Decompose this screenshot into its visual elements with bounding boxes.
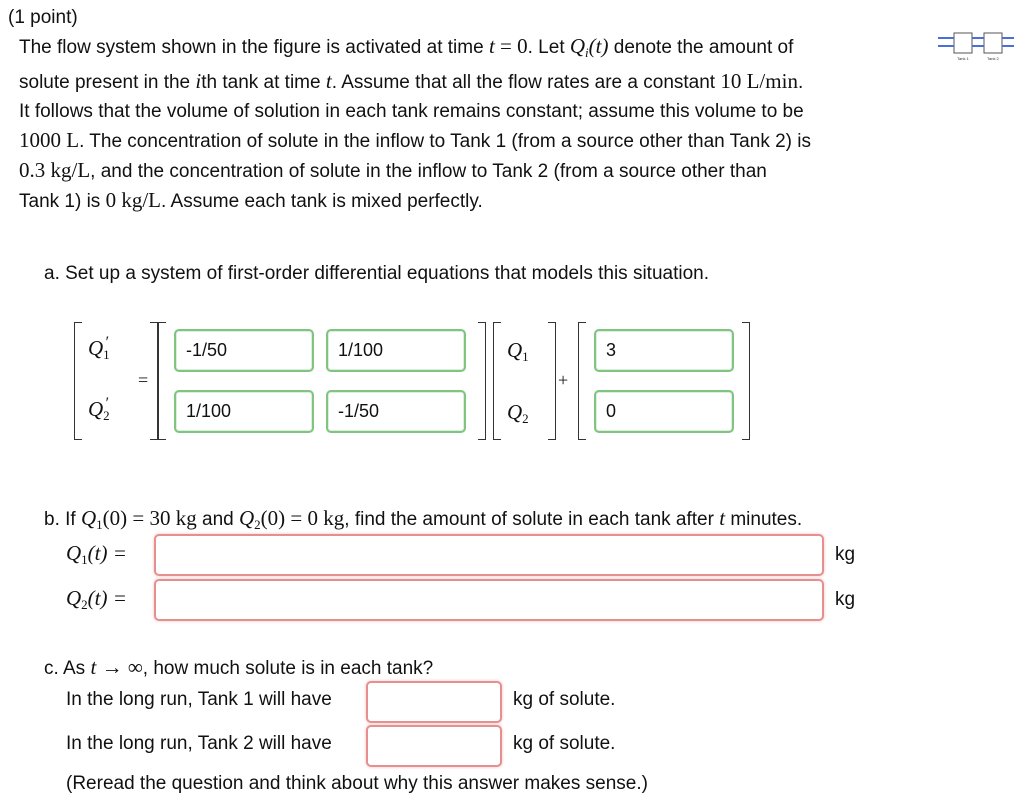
forcing-f2-input[interactable]: 0 xyxy=(594,390,734,433)
tank2-longrun-label: In the long run, Tank 2 will have xyxy=(66,733,332,754)
q1-unit: kg xyxy=(835,544,856,565)
tank-2-shape xyxy=(984,33,1002,53)
problem-line-5: 0.3 kg/L, and the concentration of solute in the inflow to Tank 2 (from a source other than xyxy=(19,158,767,182)
tank-2-label: Tank 2 xyxy=(987,56,999,61)
q-vector-bracket-left xyxy=(493,322,501,440)
flow-system-figure[interactable] xyxy=(936,30,1016,62)
vec-q2: $Q_2$ xyxy=(507,400,529,426)
q2-unit: kg xyxy=(835,589,856,610)
forcing-bracket-right xyxy=(742,322,750,440)
matrix-a12-input[interactable]: 1/100 xyxy=(326,329,466,372)
part-a-prompt: a. Set up a system of first-order differential equations that models this situation. xyxy=(44,263,709,284)
q2-t-label: $Q_2(t)$ = xyxy=(66,586,127,612)
q-vector-bracket-right xyxy=(548,322,556,440)
lhs-bracket-right xyxy=(150,322,158,440)
problem-line-3: It follows that the volume of solution in each tank remains constant; assume this volume to be xyxy=(19,101,804,122)
matrix-bracket-left xyxy=(158,322,166,440)
part-c-prompt: c. As t → ∞, how much solute is in each tank? xyxy=(44,655,434,679)
tank1-longrun-label: In the long run, Tank 1 will have xyxy=(66,689,332,710)
matrix-a21-input[interactable]: 1/100 xyxy=(174,390,314,433)
matrix-a11-input[interactable]: -1/50 xyxy=(174,329,314,372)
problem-line-2: solute present in the ith tank at time t. Assume that all the flow rates are a constant 10 L/min. xyxy=(19,69,804,93)
equals-sign: = xyxy=(138,370,149,390)
tank-1-label: Tank 1 xyxy=(957,56,969,61)
points-label: (1 point) xyxy=(8,7,78,28)
q2-t-input[interactable] xyxy=(154,579,824,621)
tank1-longrun-unit: kg of solute. xyxy=(513,689,616,710)
tank2-longrun-input[interactable] xyxy=(366,725,502,767)
forcing-bracket-left xyxy=(578,322,586,440)
tank-1-shape xyxy=(954,33,972,53)
problem-statement xyxy=(19,32,899,216)
matrix-a22-input[interactable]: -1/50 xyxy=(326,390,466,433)
vec-q1: $Q_1$ xyxy=(507,338,529,364)
lhs-q2-prime: $Q_2'$ xyxy=(88,395,110,423)
lhs-bracket-left xyxy=(74,322,82,440)
part-b-prompt: b. If $Q_1(0) = 30$ kg and $Q_2(0) = 0$ kg, find the amount of solute in each tank after t minutes. xyxy=(44,506,803,532)
q1-t-input[interactable] xyxy=(154,534,824,576)
tank2-longrun-unit: kg of solute. xyxy=(513,733,616,754)
matrix-bracket-right xyxy=(478,322,486,440)
problem-line-1: The flow system shown in the figure is activated at time t = 0. Let $Q_i(t)$ denote the amount of xyxy=(19,34,794,60)
tank1-longrun-input[interactable] xyxy=(366,681,502,723)
problem-line-4: 1000 L. The concentration of solute in the inflow to Tank 1 (from a source other than Tank 2) is xyxy=(19,128,811,152)
plus-sign: + xyxy=(558,370,569,390)
reread-note: (Reread the question and think about why this answer makes sense.) xyxy=(66,773,648,794)
lhs-q1-prime: $Q_1'$ xyxy=(88,334,110,362)
forcing-f1-input[interactable]: 3 xyxy=(594,329,734,372)
q1-t-label: $Q_1(t)$ = xyxy=(66,541,127,567)
problem-line-6: Tank 1) is 0 kg/L. Assume each tank is mixed perfectly. xyxy=(19,188,483,212)
